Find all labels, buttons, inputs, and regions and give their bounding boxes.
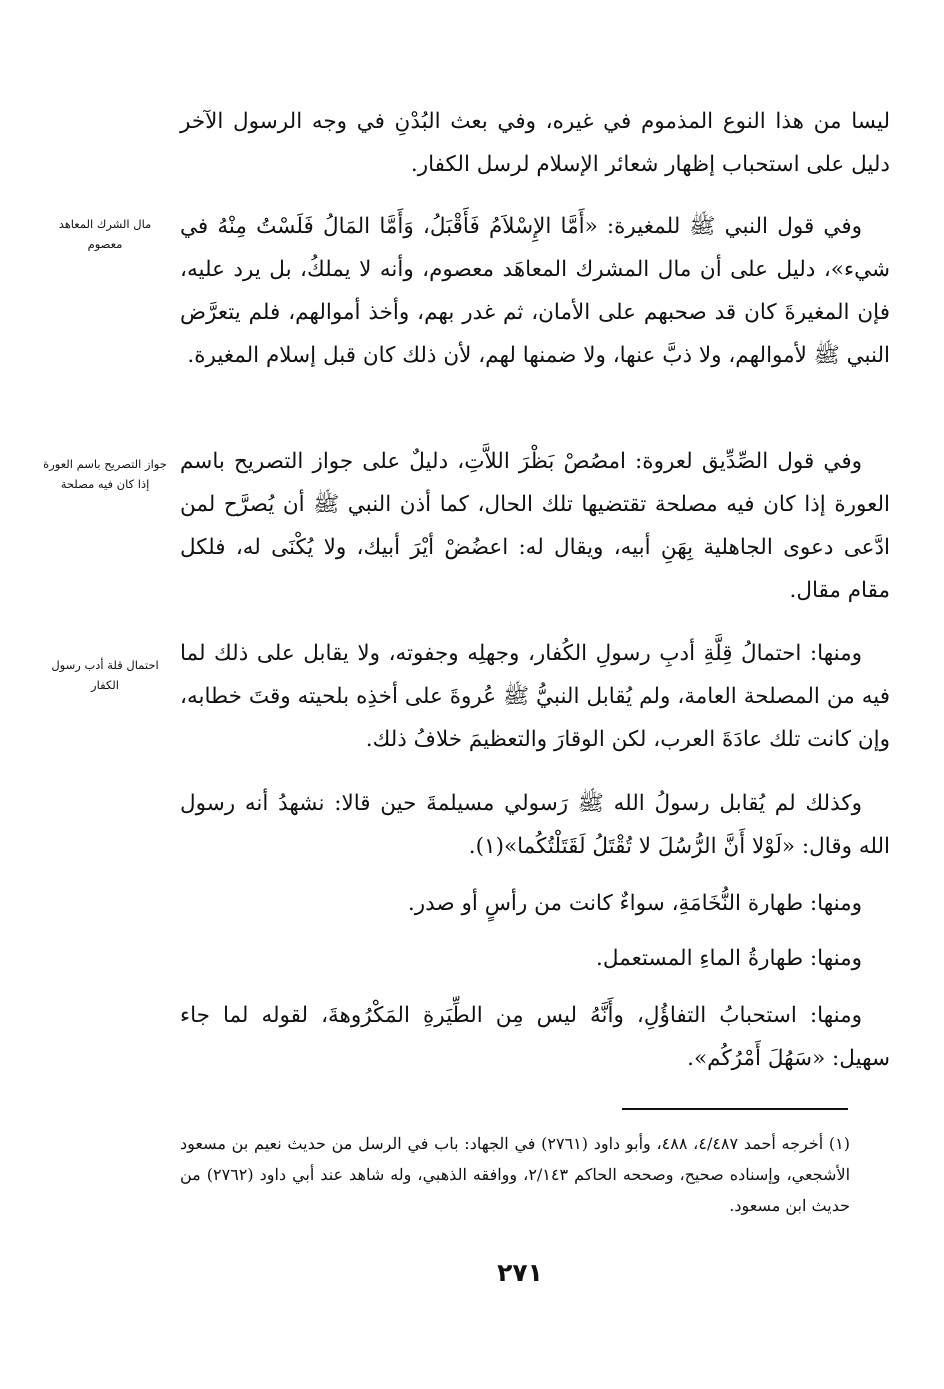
paragraph-8: ومنها: استحبابُ التفاؤُلِ، وأَنَّهُ ليس مِن الطِّيَرةِ المَكْرُوهةَ، لقوله لما جاء سهيل: «سَهُلَ أَمْرُكُم». bbox=[180, 1003, 890, 1071]
margin-note-1: مال الشرك المعاهد معصوم bbox=[58, 217, 152, 251]
paragraph-2: وفي قول النبي ﷺ للمغيرة: «أَمَّا الإِسْلاَمُ فَأَقْبَلُ، وَأَمَّا المَالُ فَلَسْتُ مِنْهُ في شيء»، دليل على أن مال المشرك المعاهَد معصوم، وأنه لا يملكُ، بل يرد عليه، فإن المغيرةَ كان قد صحبهم على الأمان، ثم غدر بهم، وأخذ أموالهم، فلم يتعرَّض النبي ﷺ لأموالهم، ولا ذبَّ عنها، ولا ضمنها لهم، لأن ذلك كان قبل إسلام المغيرة. bbox=[180, 214, 890, 368]
paragraph-5: وكذلك لم يُقابل رسولُ الله ﷺ رَسولي مسيلمةَ حين قالا: نشهدُ أنه رسول الله وقال: «لَوْلا أَنَّ الرُّسُلَ لا تُقْتَلُ لَقَتَلْتُكُما»(١). bbox=[180, 791, 890, 859]
margin-note-3: احتمال قلة أدب رسول الكفار bbox=[51, 658, 159, 692]
margin-note-2: جواز التصريح باسم العورة إذا كان فيه مصلحة bbox=[43, 457, 167, 491]
page-number: ٢٧١ bbox=[497, 1258, 543, 1287]
footnote: (١) أخرجه أحمد ٤/٤٨٧، ٤٨٨، وأبو داود (٢٧٦١) في الجهاد: باب في الرسل من حديث نعيم بن مسعود الأشجعي، وإسناده صحيح، وصححه الحاكم ٢/١٤٣، ووافقه الذهبي، وله شاهد عند أبي داود (٢٧٦٢) من حديث ابن مسعود. bbox=[180, 1134, 851, 1215]
paragraph-3: وفي قول الصِّدِّيق لعروة: امصُصْ بَظْرَ اللاَّتِ، دليلٌ على جواز التصريح باسم العورة إذا كان فيه مصلحة تقتضيها تلك الحال، كما أذن النبي ﷺ أن يُصرَّح لمن ادَّعى دعوى الجاهلية بِهَنِ أبيه، ويقال له: اعضُضْ أيْرَ أبيك، ولا يُكْنَى له، فلكل مقام مقال. bbox=[180, 449, 890, 603]
paragraph-7: ومنها: طهارةُ الماءِ المستعمل. bbox=[596, 946, 862, 971]
paragraph-6: ومنها: طهارة النُّخَامَةِ، سواءٌ كانت من رأسٍ أو صدر. bbox=[407, 891, 862, 916]
paragraph-4: ومنها: احتمالُ قِلَّةِ أدبِ رسولِ الكُفار، وجهلِه وجفوته، ولا يقابل على ذلك لما فيه من المصلحة العامة، ولم يُقابل النبيُّ ﷺ عُروةَ على أخذِه بلحيته وقتَ خطابه، وإن كانت تلك عادَةَ العرب، لكن الوقارَ والتعظيمَ خلافُ ذلك. bbox=[180, 641, 890, 752]
footnote-separator bbox=[622, 1108, 848, 1110]
paragraph-1: ليسا من هذا النوع المذموم في غيره، وفي بعث البُدْنِ في وجه الرسول الآخر دليل على استحباب إظهار شعائر الإسلام لرسل الكفار. bbox=[180, 109, 890, 177]
